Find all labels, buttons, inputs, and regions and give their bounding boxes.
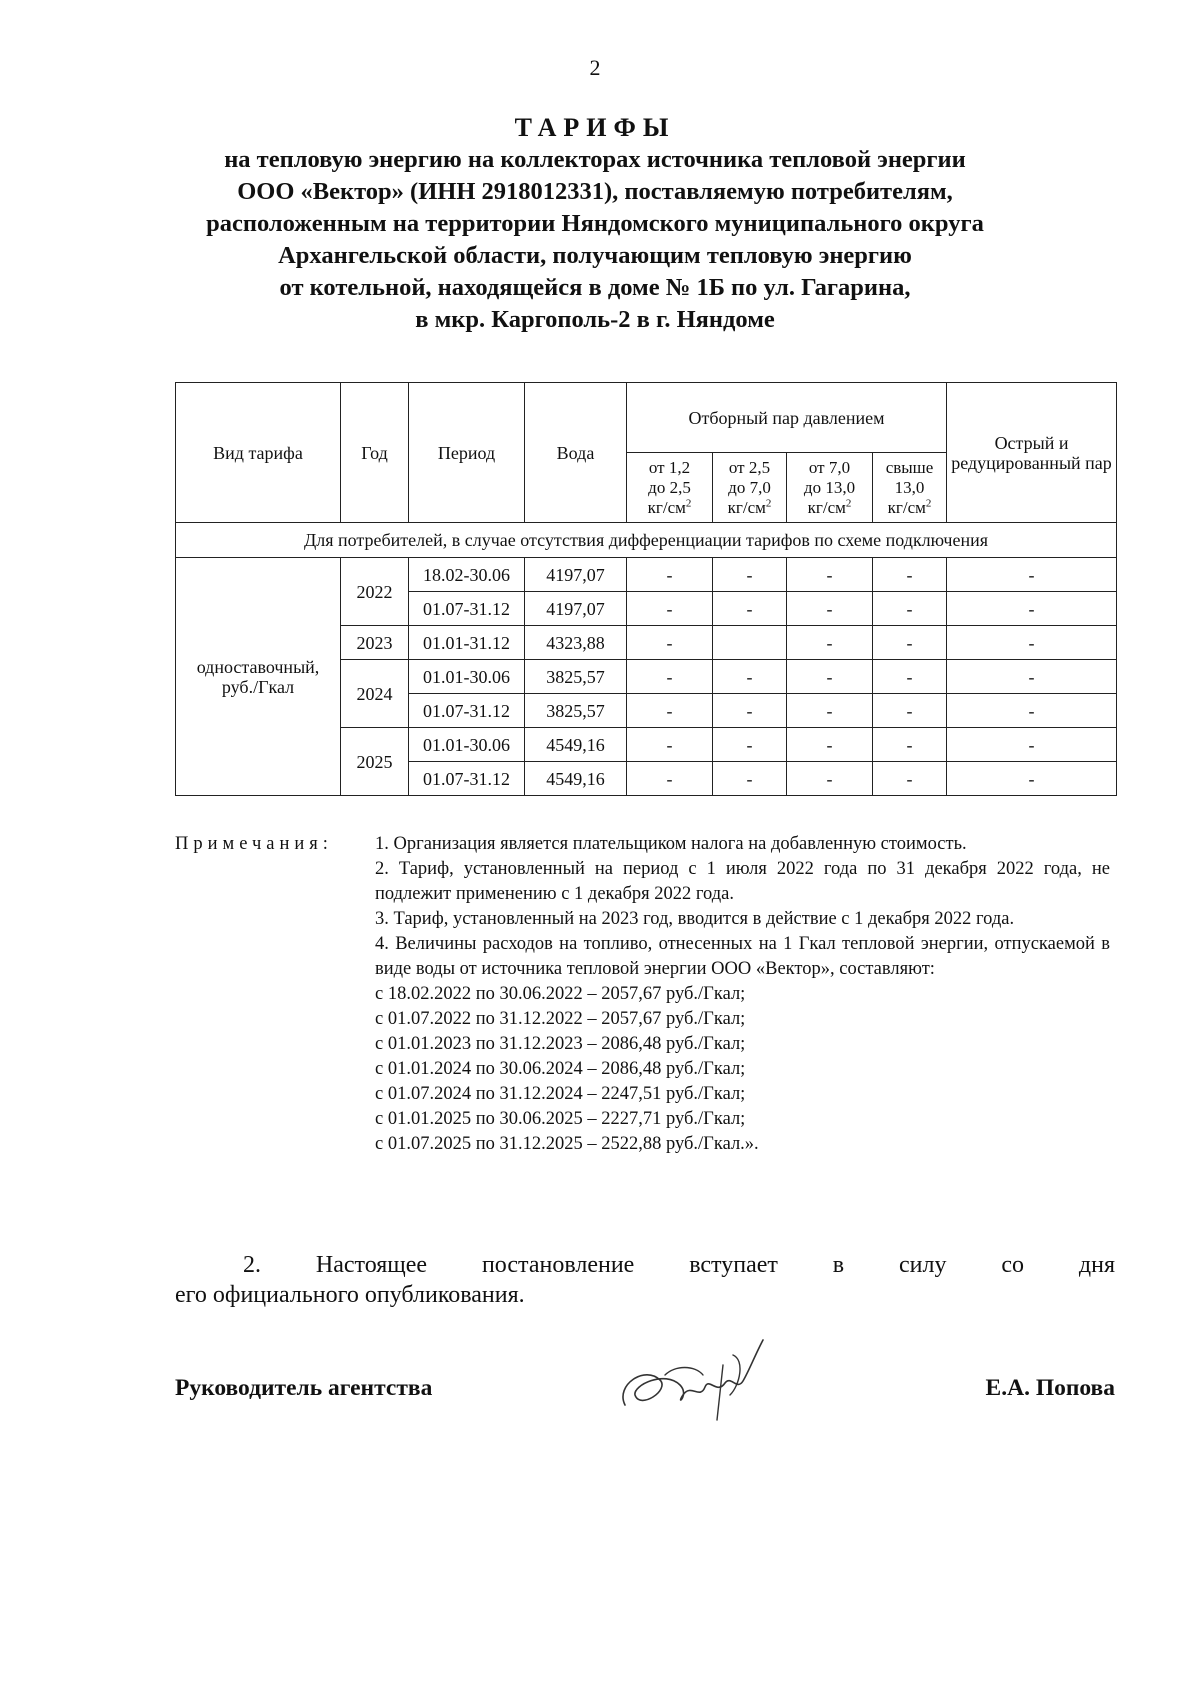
header-sharp-steam: Острый и редуцированный пар [947, 383, 1117, 523]
sharp-steam-cell: - [947, 558, 1117, 592]
page-number: 2 [589, 55, 601, 80]
steam-cell: - [713, 660, 787, 694]
header-water: Вода [525, 383, 627, 523]
title-line: на тепловую энергию на коллекторах источника тепловой энергии [224, 146, 966, 173]
sharp-steam-cell: - [947, 728, 1117, 762]
title-line: от котельной, находящейся в доме № 1Б по ул. Гагарина, [279, 274, 911, 301]
steam-cell: - [627, 728, 713, 762]
steam-cell: - [787, 762, 873, 796]
year-cell: 2023 [341, 626, 409, 660]
steam-cell: - [787, 558, 873, 592]
steam-cell: - [787, 728, 873, 762]
header-steam-col [873, 453, 947, 523]
steam-cell: - [873, 762, 947, 796]
period-cell: 01.07-31.12 [409, 694, 525, 728]
steam-cell: - [787, 592, 873, 626]
unit-exponent: 2 [685, 496, 692, 509]
steam-col-unit: кг/см [727, 497, 766, 517]
note-item: 3. Тариф, установленный на 2023 год, вводится в действие с 1 декабря 2022 года. [375, 909, 1015, 929]
note-item: 4. Величины расходов на топливо, отнесенных на 1 Гкал тепловой энергии, отпускаемой в виде воды от источника тепловой энергии ООО «Вектор», составляют: [375, 934, 1110, 979]
water-cell: 4549,16 [525, 762, 627, 796]
steam-col-from: от 7,0 [808, 457, 851, 477]
note-item: 2. Тариф, установленный на период с 1 июля 2022 года по 31 декабря 2022 года, не подлежит применению с 1 декабря 2022 года. [375, 859, 1110, 904]
sharp-steam-cell: - [947, 694, 1117, 728]
steam-col-to: до 7,0 [728, 477, 771, 497]
header-steam-col [787, 453, 873, 523]
tariff-type-line: одноставочный, [196, 656, 320, 677]
group-label: Для потребителей, в случае отсутствия дифференциации тарифов по схеме подключения [176, 523, 1117, 558]
unit-exponent: 2 [765, 496, 772, 509]
steam-cell: - [713, 558, 787, 592]
steam-cell: - [873, 626, 947, 660]
title-line: в мкр. Каргополь-2 в г. Няндоме [415, 306, 775, 333]
water-cell: 4197,07 [525, 558, 627, 592]
steam-col-to: 13,0 [894, 477, 925, 497]
steam-col-from: свыше [885, 457, 934, 477]
header-steam-group: Отборный пар давлением [627, 383, 947, 453]
steam-cell: - [627, 694, 713, 728]
steam-col-to: до 13,0 [803, 477, 856, 497]
decree-paragraph [175, 1250, 1115, 1310]
title-heading: ТАРИФЫ [514, 113, 676, 142]
steam-cell: - [713, 762, 787, 796]
fuel-line: с 01.07.2025 по 31.12.2025 – 2522,88 руб./Гкал.». [375, 1134, 759, 1154]
tariff-type-unit: руб./Гкал [221, 676, 295, 697]
title-line: расположенным на территории Няндомского муниципального округа [206, 210, 984, 237]
notes-label: Примечания: [175, 834, 333, 854]
sharp-steam-cell: - [947, 762, 1117, 796]
steam-cell: - [873, 694, 947, 728]
steam-cell: - [873, 728, 947, 762]
water-cell: 3825,57 [525, 660, 627, 694]
title-line: ООО «Вектор» (ИНН 2918012331), поставляемую потребителям, [237, 178, 953, 205]
steam-col-unit: кг/см [887, 497, 926, 517]
steam-col-unit: кг/см [647, 497, 686, 517]
tariff-type-cell [176, 558, 341, 796]
signature-block [175, 1365, 1115, 1445]
handwritten-signature-icon [605, 1325, 785, 1435]
steam-cell: - [627, 660, 713, 694]
signatory-title: Руководитель агентства [175, 1375, 433, 1401]
water-cell: 4549,16 [525, 728, 627, 762]
tariff-table [175, 382, 1117, 796]
period-cell: 01.07-31.12 [409, 762, 525, 796]
steam-cell: - [873, 592, 947, 626]
fuel-line: с 01.01.2024 по 30.06.2024 – 2086,48 руб./Гкал; [375, 1059, 746, 1079]
header-year: Год [341, 383, 409, 523]
steam-cell: - [713, 728, 787, 762]
period-cell: 01.01-30.06 [409, 728, 525, 762]
steam-cell: - [873, 660, 947, 694]
steam-cell: - [787, 626, 873, 660]
steam-cell: - [713, 592, 787, 626]
decree-line: 2. Настоящее постановление вступает в силу со дня [243, 1252, 1115, 1278]
notes-list [375, 832, 1110, 1157]
steam-cell [713, 626, 787, 660]
steam-col-from: от 1,2 [648, 457, 691, 477]
water-cell: 4323,88 [525, 626, 627, 660]
steam-cell: - [873, 558, 947, 592]
period-cell: 01.01-30.06 [409, 660, 525, 694]
period-cell: 01.01-31.12 [409, 626, 525, 660]
title-line: Архангельской области, получающим тепловую энергию [278, 242, 912, 269]
decree-line: его официального опубликования. [175, 1282, 525, 1308]
steam-col-unit: кг/см [807, 497, 846, 517]
steam-cell: - [627, 558, 713, 592]
fuel-line: с 01.01.2023 по 31.12.2023 – 2086,48 руб./Гкал; [375, 1034, 746, 1054]
document-title [150, 112, 1040, 336]
year-cell: 2022 [341, 558, 409, 626]
header-steam-col [713, 453, 787, 523]
fuel-line: с 01.07.2022 по 31.12.2022 – 2057,67 руб./Гкал; [375, 1009, 746, 1029]
water-cell: 3825,57 [525, 694, 627, 728]
steam-cell: - [787, 660, 873, 694]
sharp-steam-cell: - [947, 660, 1117, 694]
period-cell: 01.07-31.12 [409, 592, 525, 626]
table-row [176, 558, 1117, 592]
header-steam-col [627, 453, 713, 523]
steam-col-from: от 2,5 [728, 457, 771, 477]
steam-cell: - [627, 592, 713, 626]
year-cell: 2024 [341, 660, 409, 728]
signatory-name: Е.А. Попова [985, 1375, 1115, 1401]
fuel-line: с 18.02.2022 по 30.06.2022 – 2057,67 руб./Гкал; [375, 984, 746, 1004]
water-cell: 4197,07 [525, 592, 627, 626]
sharp-steam-cell: - [947, 592, 1117, 626]
steam-cell: - [627, 626, 713, 660]
year-cell: 2025 [341, 728, 409, 796]
unit-exponent: 2 [925, 496, 932, 509]
unit-exponent: 2 [845, 496, 852, 509]
steam-cell: - [627, 762, 713, 796]
period-cell: 18.02-30.06 [409, 558, 525, 592]
sharp-steam-cell: - [947, 626, 1117, 660]
steam-col-to: до 2,5 [648, 477, 691, 497]
header-tariff-type: Вид тарифа [176, 383, 341, 523]
fuel-line: с 01.07.2024 по 31.12.2024 – 2247,51 руб./Гкал; [375, 1084, 746, 1104]
header-period: Период [409, 383, 525, 523]
fuel-line: с 01.01.2025 по 30.06.2025 – 2227,71 руб./Гкал; [375, 1109, 746, 1129]
note-item: 1. Организация является плательщиком налога на добавленную стоимость. [375, 834, 967, 854]
steam-cell: - [787, 694, 873, 728]
steam-cell: - [713, 694, 787, 728]
